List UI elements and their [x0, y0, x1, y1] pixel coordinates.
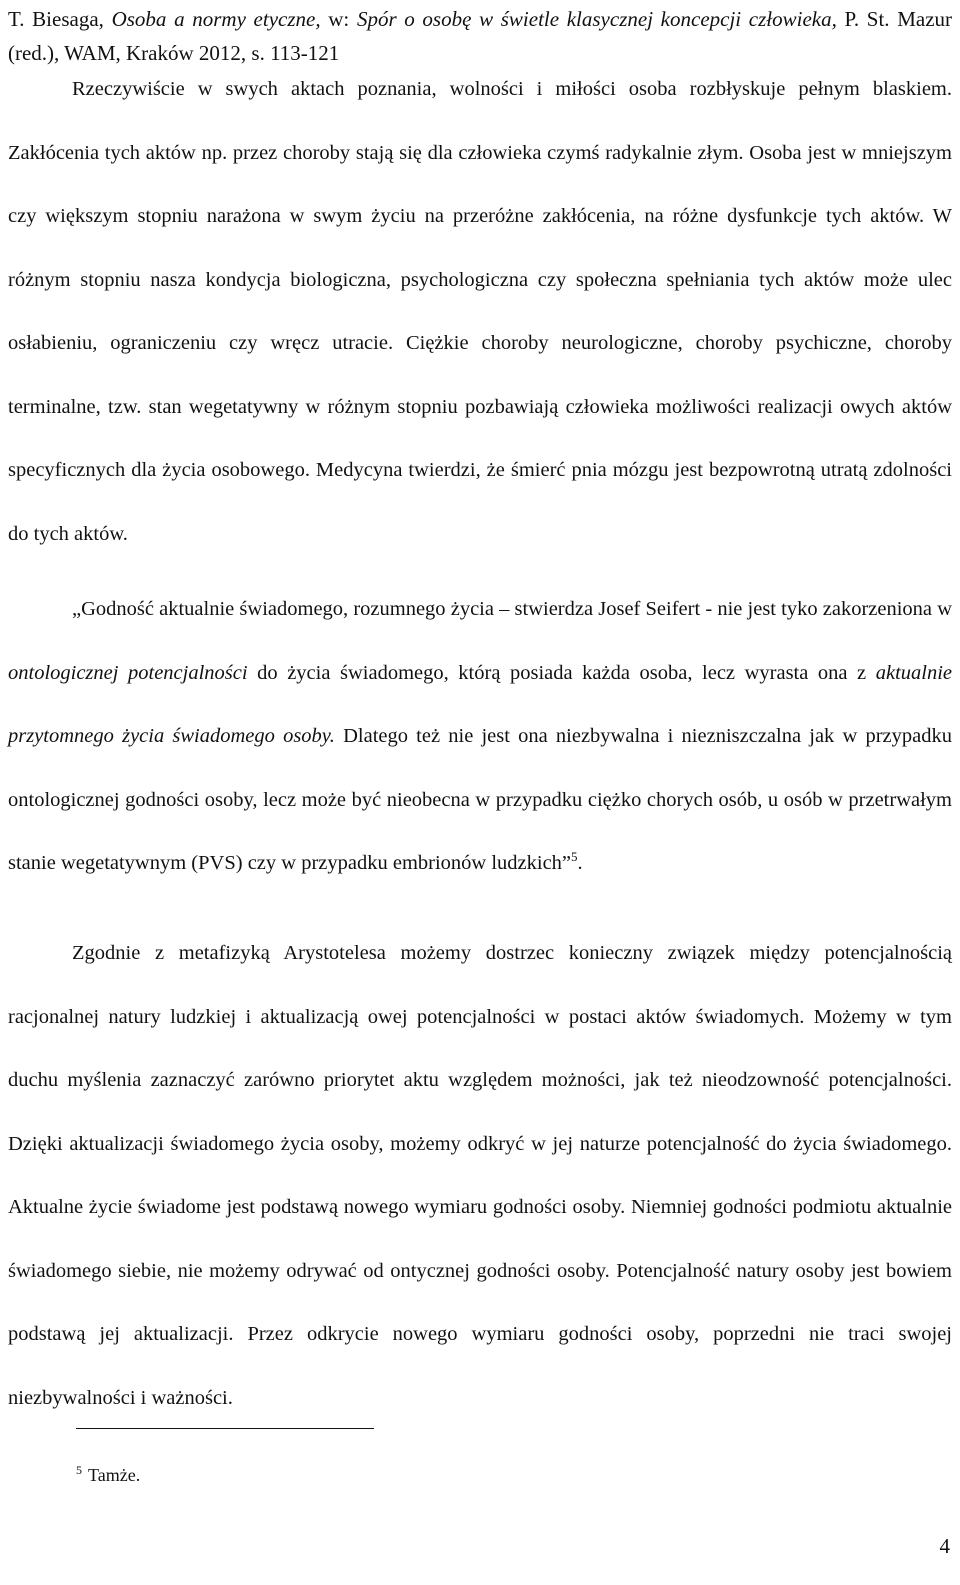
citation-title: Osoba a normy etyczne, — [111, 7, 321, 31]
footnote — [76, 1463, 140, 1487]
quote-italic-2: aktualnie przytomnego życia świadomego osoby. — [8, 661, 953, 747]
quote-text-part-1: „Godność aktualnie świadomego, rozumnego życia – stwierdza Josef Seifert - nie jest tyko zakorzeniona w — [72, 598, 952, 620]
quote-italic-1: ontologicznej potencjalności — [8, 661, 248, 684]
footnote-separator — [76, 1428, 374, 1429]
quote-text-part-2: do życia świadomego, którą posiada każda osoba, lecz wyrasta ona z — [257, 661, 867, 684]
paragraph-3-text: Zgodnie z metafizyką Arystotelesa możemy dostrzec konieczny związek między potencjalnością racjonalnej natury ludzkiej i aktualizacją owej potencjalności w postaci aktów świadomych. Możemy w tym duchu myślenia zaznaczyć zarówno priorytet aktu względem możności, jak też nieodzowność potencjalności. Dzięki aktualizacji świadomego życia osoby, możemy odkryć w jej naturze potencjalność do życia świadomego. Aktualne życie świadome jest podstawą nowego wymiaru godności osoby. Niemniej godności podmiotu aktualnie świadomego siebie, nie możemy odrywać od ontycznej godności osoby. Potencjalność natury osoby jest bowiem podstawą jej aktualizacji. Przez odkrycie nowego wymiaru godności osoby, poprzedni nie traci swojej niezbywalności i ważności. — [8, 942, 952, 1409]
paragraph-1-text: Rzeczywiście w swych aktach poznania, wolności i miłości osoba rozbłyskuje pełnym blaskiem. Zakłócenia tych aktów np. przez choroby stają się dla człowieka czymś radykalnie złym. Osoba jest w mniejszym czy większym stopniu narażona w swym życiu na przeróżne zakłócenia, na różne dysfunkcje tych aktów. W różnym stopniu nasza kondycja biologiczna, psychologiczna czy społeczna spełniania tych aktów może ulec osłabieniu, ograniczeniu czy wręcz utracie. Ciężkie choroby neurologiczne, choroby psychiczne, choroby terminalne, tzw. stan wegetatywny w różnym stopniu pozbawiają człowieka możliwości realizacji owych aktów specyficznych dla życia osobowego. Medycyna twierdzi, że śmierć pnia mózgu jest bezpowrotną utratą zdolności do tych aktów. — [8, 78, 952, 545]
footnote-number: 5 — [76, 1463, 82, 1477]
quote-end: . — [577, 852, 583, 874]
citation-book: Spór o osobę w świetle klasycznej koncepcji człowieka, — [356, 7, 837, 31]
quote-text-part-3: Dlatego też nie jest ona niezbywalna i niezniszczalna jak w przypadku ontologicznej godności osoby, lecz może być nieobecna w przypadku ciężko chorych osób, u osób w przetrwałym stanie wegetatywnym (PVS) czy w przypadku embrionów ludzkich” — [8, 725, 952, 874]
footnote-text: Tamże. — [88, 1465, 141, 1485]
footnote-reference[interactable]: 5 — [571, 849, 578, 865]
citation-details: P. St. Mazur (red.), WAM, Kraków 2012, s. 113-121 — [8, 7, 953, 65]
citation-in-label: w: — [328, 7, 350, 31]
page-number: 4 — [939, 1534, 950, 1558]
paragraph-3 — [8, 922, 952, 1430]
paragraph-1 — [8, 58, 952, 566]
citation-author: T. Biesaga, — [8, 7, 104, 31]
paragraph-2-quote — [8, 578, 952, 896]
